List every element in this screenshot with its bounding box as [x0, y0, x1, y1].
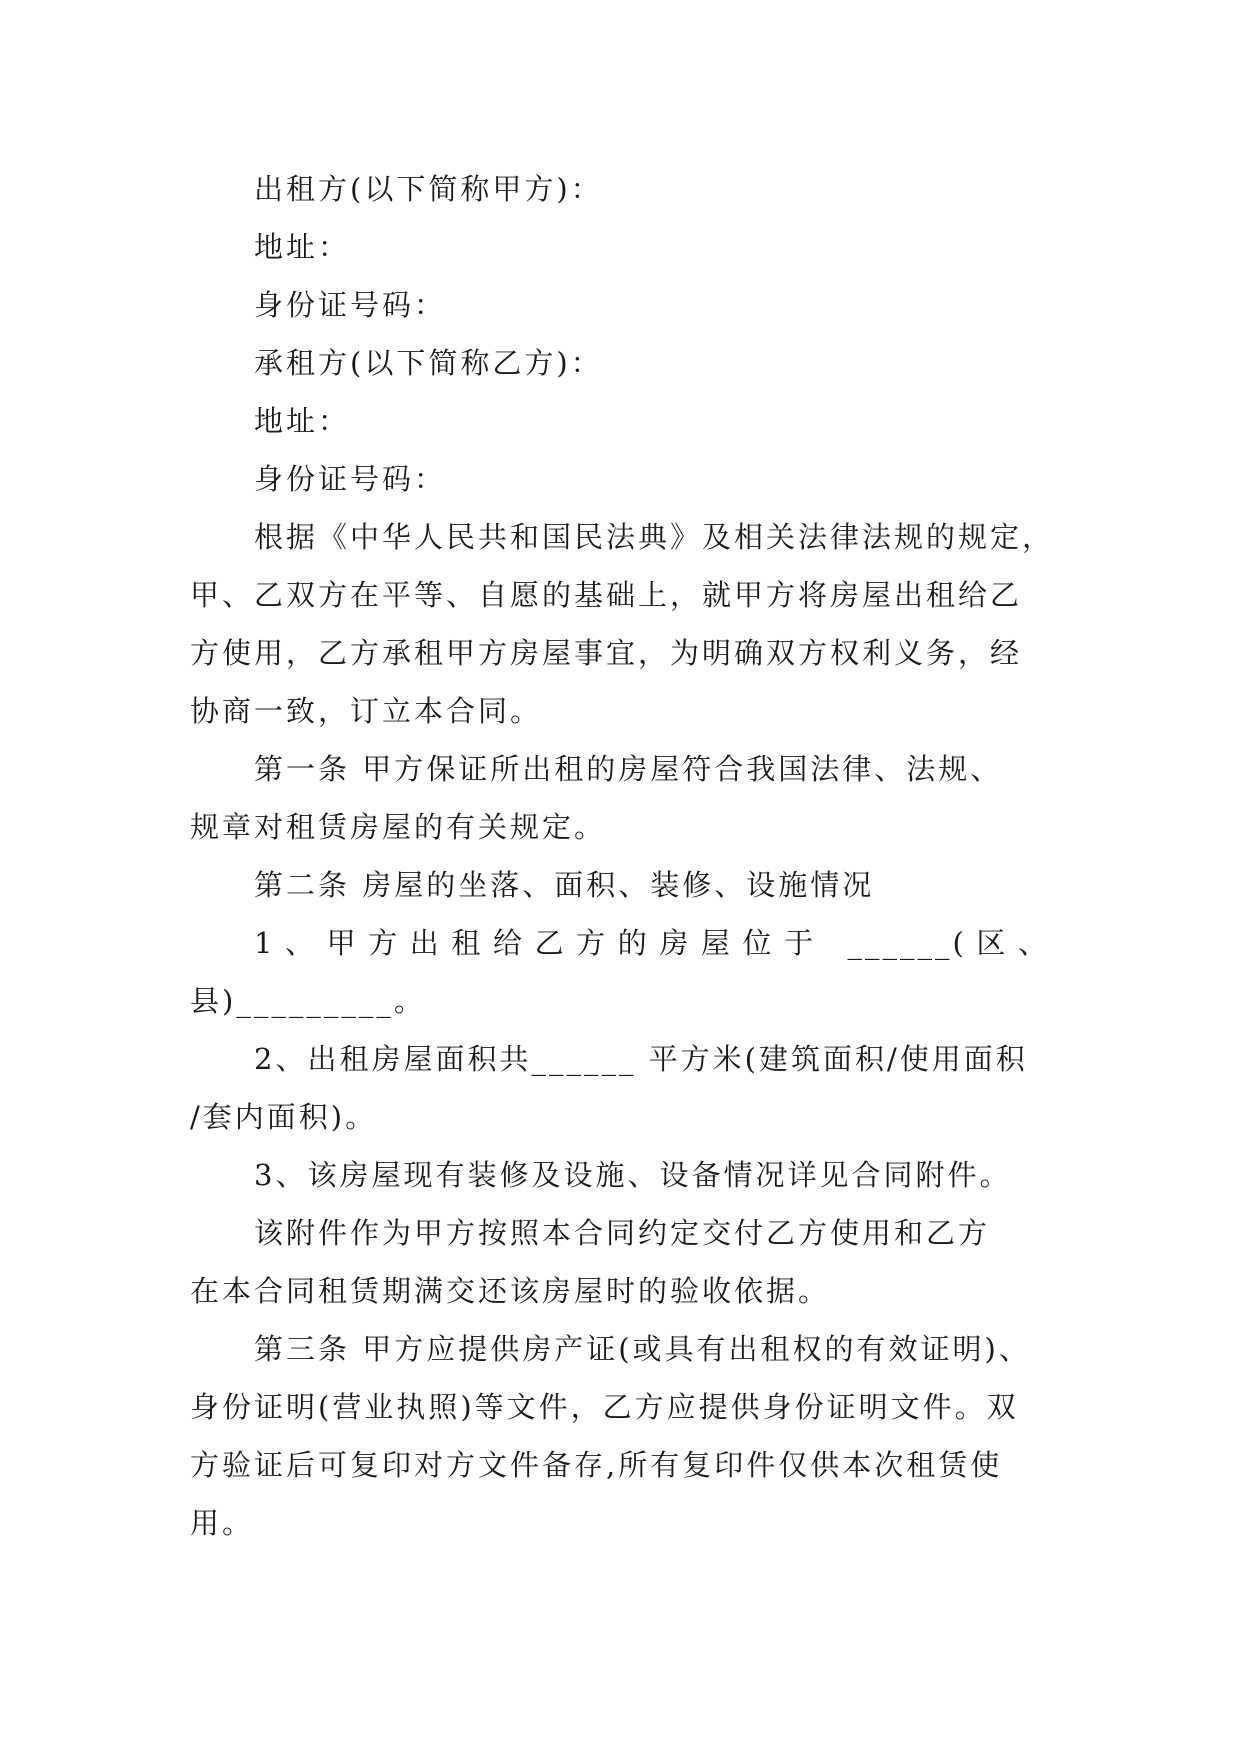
clause-fixtures-line: 3、该房屋现有装修及设施、设备情况详见合同附件。 [254, 1158, 1012, 1192]
article-three-line: 方验证后可复印对方文件备存,所有复印件仅供本次租赁使 [190, 1448, 1003, 1482]
preamble-line: 协商一致，订立本合同。 [190, 694, 543, 728]
annex-note-line: 该附件作为甲方按照本合同约定交付乙方使用和乙方 [254, 1216, 991, 1250]
document-body [190, 160, 1055, 1552]
preamble-line: 方使用，乙方承租甲方房屋事宜，为明确双方权利义务，经 [190, 636, 1023, 670]
lessor-id-label: 身份证号码： [254, 288, 447, 322]
article-three-line: 第三条 甲方应提供房产证(或具有出租权的有效证明)、 [254, 1332, 1031, 1366]
lessee-label: 承租方(以下简称乙方)： [254, 346, 603, 380]
clause-location-line: 1、甲方出租给乙方的房屋位于 ______(区、 [254, 926, 1050, 960]
lessee-id-label: 身份证号码： [254, 462, 447, 496]
article-one-line: 规章对租赁房屋的有关规定。 [190, 810, 607, 844]
article-two-heading: 第二条 房屋的坐落、面积、装修、设施情况 [254, 868, 875, 902]
lessor-label: 出租方(以下简称甲方)： [254, 172, 603, 206]
annex-note-line: 在本合同租赁期满交还该房屋时的验收依据。 [190, 1274, 831, 1308]
article-three-line: 用。 [190, 1506, 255, 1540]
lessee-address-label: 地址： [254, 404, 351, 438]
clause-area-line: 2、出租房屋面积共______ 平方米(建筑面积/使用面积 [254, 1042, 1028, 1076]
preamble-line: 根据《中华人民共和国民法典》及相关法律法规的规定， [254, 520, 1055, 554]
lessor-address-label: 地址： [254, 230, 351, 264]
article-one-line: 第一条 甲方保证所出租的房屋符合我国法律、法规、 [254, 752, 1003, 786]
article-three-line: 身份证明(营业执照)等文件，乙方应提供身份证明文件。双 [190, 1390, 1019, 1424]
preamble-line: 甲、乙双方在平等、自愿的基础上，就甲方将房屋出租给乙 [190, 578, 1023, 612]
clause-location-line: 县)_________。 [190, 984, 426, 1018]
clause-area-line: /套内面积)。 [190, 1100, 378, 1134]
